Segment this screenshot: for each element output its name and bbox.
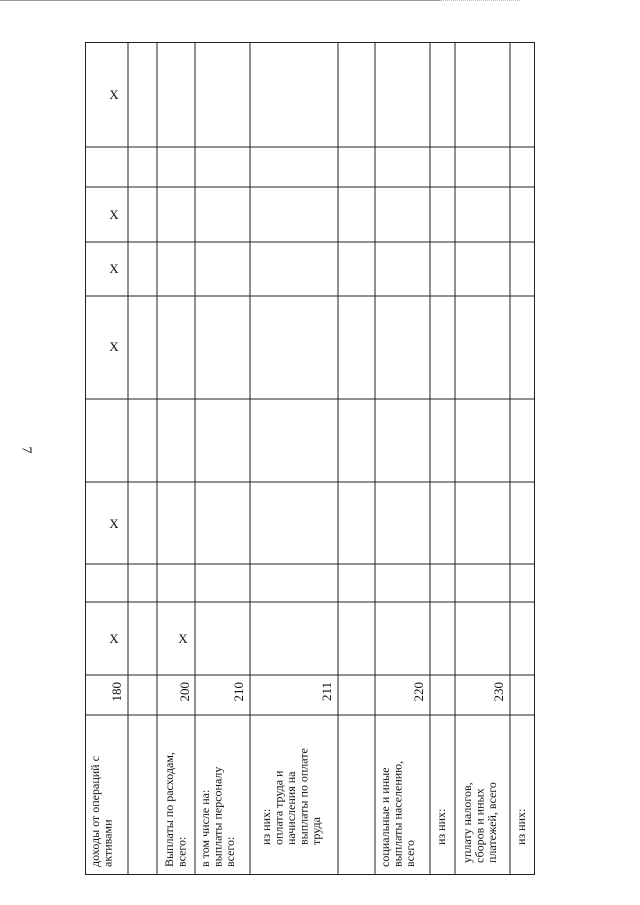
- row-code: 211: [319, 682, 334, 702]
- scan-top-edge: [0, 0, 440, 1]
- row-label: в том числе на: выплаты персоналу всего:: [198, 766, 237, 867]
- x-mark: X: [109, 261, 119, 276]
- row-label: из них:: [434, 808, 448, 845]
- x-mark: X: [178, 631, 188, 646]
- row-code: 210: [231, 682, 246, 702]
- x-mark: X: [109, 339, 119, 354]
- row-label: доходы от операций с активами: [88, 756, 115, 867]
- x-mark: X: [109, 631, 119, 646]
- row-label: уплату налогов, сборов и иных платежей, всего: [460, 782, 499, 863]
- row-code: 230: [491, 682, 506, 702]
- scan-top-edge-dotted: [440, 0, 520, 1]
- x-mark: X: [109, 516, 119, 531]
- x-mark: X: [109, 207, 119, 222]
- page-number: 7: [18, 446, 34, 454]
- row-code: 200: [177, 682, 192, 702]
- x-mark: X: [109, 87, 119, 102]
- row-label: социальные и иные выплаты населению, всего: [378, 760, 417, 867]
- row-code: 180: [109, 682, 124, 702]
- row-code: 220: [411, 682, 426, 702]
- row-label: из них: оплата труда и начисления на выплаты по оплате труда: [259, 748, 323, 845]
- row-label: из них:: [514, 808, 528, 845]
- financial-table: [85, 42, 535, 875]
- row-label: Выплаты по расходам, всего:: [162, 752, 189, 867]
